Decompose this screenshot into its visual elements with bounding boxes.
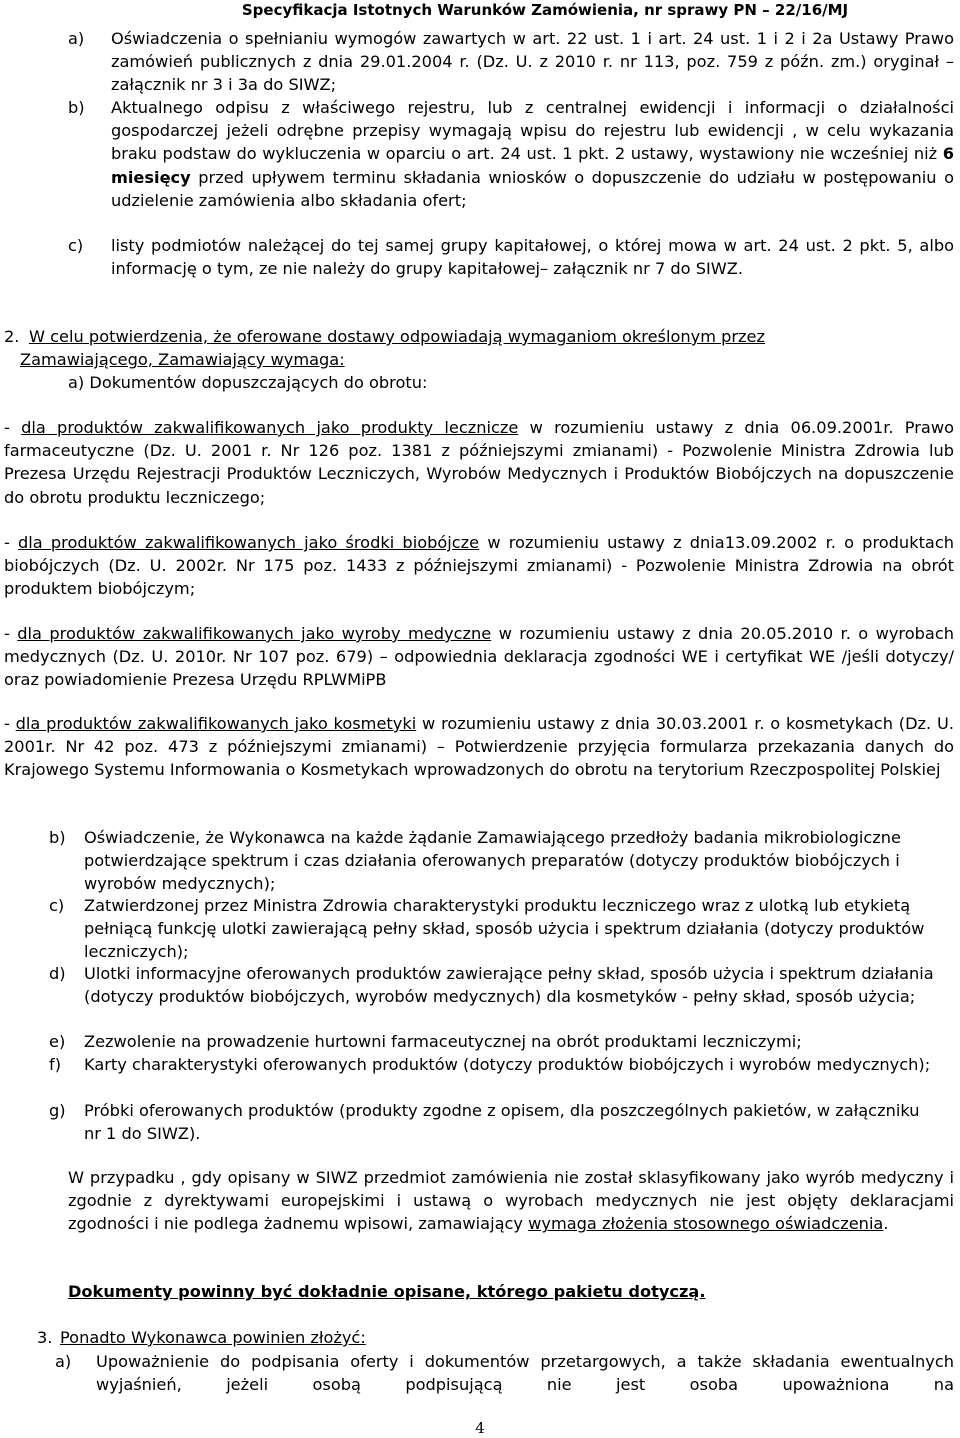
header-title: Specyfikacja Istotnych Warunków Zamówienia, nr sprawy PN – 22/16/MJ bbox=[241, 1, 849, 19]
document-item-link: dla produktów zakwalifikowanych jako produkty lecznicze bbox=[21, 418, 519, 437]
list-item-d-marker: d) bbox=[49, 964, 66, 983]
item-a-marker: a) bbox=[68, 29, 85, 48]
section-2-heading-line2: Zamawiającego, Zamawiający wymaga: bbox=[20, 350, 345, 369]
item-b-marker: b) bbox=[68, 98, 85, 117]
section-3-heading: Ponadto Wykonawca powinien złożyć: bbox=[60, 1328, 366, 1347]
statement-link: wymaga złożenia stosownego oświadczenia bbox=[528, 1214, 884, 1234]
item-b-bold-period: 6 miesięcy bbox=[111, 144, 954, 187]
item-b-text bbox=[111, 96, 954, 212]
list-item-g-marker: g) bbox=[49, 1101, 66, 1120]
item-b-text-part1: Aktualnego odpisu z właściwego rejestru, lub z centralnej ewidencji i informacji o działalności gospodarczej jeżeli odrębne przepisy wymagają wpisu do rejestru lub ewidencji , w celu wykazania braku podstaw do wykluczenia w oparciu o art. 24 ust. 1 pkt. 2 ustawy, wystawiony nie wcześniej niż bbox=[111, 98, 954, 164]
document-item-medicinal: - dla produktów zakwalifikowanych jako produkty lecznicze w rozumieniu ustawy z dnia 06.09.2001r. Prawo farmaceutyczne (Dz. U. 2001 r. Nr 126 poz. 1381 z późniejszymi zmianami) - Pozwolenie Ministra Zdrowia lub Prezesa Urzędu Rejestracji Produktów Leczniczych, Wyrobów Medycznych i Produktów Biobójczych na dopuszczenie do obrotu produktu leczniczego; bbox=[4, 418, 954, 507]
section-2-number: 2. bbox=[4, 327, 20, 346]
section-3-a-text: Upoważnienie do podpisania oferty i dokumentów przetargowych, a także składania ewentualnych wyjaśnień, jeżeli osobą podpisującą nie jest osoba upoważniona na bbox=[96, 1352, 954, 1395]
list-item-c-marker: c) bbox=[49, 896, 65, 915]
classification-paragraph: W przypadku , gdy opisany w SIWZ przedmiot zamówienia nie został sklasyfikowany jako wyrób medyczny i zgodnie z dyrektywami europejskimi i ustawą o wyrobach medycznych nie jest objęty deklaracjami zgodności i nie podlega żadnemu wpisowi, zamawiający wymaga złożenia stosownego oświadczenia. bbox=[68, 1168, 954, 1234]
list-item-f-marker: f) bbox=[49, 1055, 62, 1074]
list-item-e-marker: e) bbox=[49, 1032, 66, 1051]
document-item-link: dla produktów zakwalifikowanych jako środki biobójcze bbox=[18, 533, 480, 552]
section-2-heading-line1: W celu potwierdzenia, że oferowane dostawy odpowiadają wymaganiom określonym przez bbox=[29, 327, 765, 346]
page-header bbox=[0, 0, 960, 20]
list-item-e-text: Zezwolenie na prowadzenie hurtowni farmaceutycznej na obrót produktami leczniczymi; bbox=[84, 1032, 802, 1051]
item-c-marker: c) bbox=[68, 236, 84, 255]
list-item-b-text: Oświadczenie, że Wykonawca na każde żądanie Zamawiającego przedłoży badania mikrobiologiczne potwierdzające spektrum i czas działania oferowanych preparatów (dotyczy produktów biobójczych i wyrobów medycznych); bbox=[84, 828, 902, 894]
page-number: 4 bbox=[475, 1419, 485, 1437]
list-item-g-text: Próbki oferowanych produktów (produkty zgodne z opisem, dla poszczególnych pakietów, w załączniku nr 1 do SIWZ). bbox=[84, 1101, 920, 1144]
document-item-medical-devices: - dla produktów zakwalifikowanych jako wyroby medyczne w rozumieniu ustawy z dnia 20.05.2010 r. o wyrobach medycznych (Dz. U. 2010r. Nr 107 poz. 679) – odpowiednia deklaracja zgodności WE i certyfikat WE /jeśli dotyczy/ oraz powiadomienie Prezesa Urzędu RPLWMiPB bbox=[4, 624, 954, 690]
item-c-text: listy podmiotów należącej do tej samej grupy kapitałowej, o której mowa w art. 24 ust. 2 pkt. 5, albo informację o tym, ze nie należy do grupy kapitałowej– załącznik nr 7 do SIWZ. bbox=[111, 236, 954, 279]
list-item-c-text: Zatwierdzonej przez Ministra Zdrowia charakterystyki produktu leczniczego wraz z ulotką lub etykietą pełniącą funkcję ulotki zawierającą pełny skład, sposób użycia i spektrum działania (dotyczy produktów leczniczych); bbox=[84, 896, 925, 962]
document-item-biocidal: - dla produktów zakwalifikowanych jako środki biobójcze w rozumieniu ustawy z dnia13.09.2002 r. o produktach biobójczych (Dz. U. 2002r. Nr 175 poz. 1433 z późniejszymi zmianami) - Pozwolenie Ministra Zdrowia na obrót produktem biobójczym; bbox=[4, 533, 954, 599]
list-item-d-text: Ulotki informacyjne oferowanych produktów zawierające pełny skład, sposób użycia i spektrum działania (dotyczy produktów biobójczych, wyrobów medycznych) dla kosmetyków - pełny skład, sposób użycia; bbox=[84, 964, 934, 1007]
section-3-number-label: 3. bbox=[37, 1328, 53, 1347]
list-item-f-text: Karty charakterystyki oferowanych produktów (dotyczy produktów biobójczych i wyrobów medycznych); bbox=[84, 1055, 931, 1074]
list-item-b-marker: b) bbox=[49, 828, 66, 847]
document-item-link: dla produktów zakwalifikowanych jako kosmetyki bbox=[15, 714, 417, 733]
item-a-text: Oświadczenia o spełnianiu wymogów zawartych w art. 22 ust. 1 i art. 24 ust. 1 i 2 i 2a Ustawy Prawo zamówień publicznych z dnia 29.01.2004 r. (Dz. U. z 2010 r. nr 113, poz. 759 z późn. zm.) oryginał – załącznik nr 3 i 3a do SIWZ; bbox=[111, 29, 954, 95]
documents-note: Dokumenty powinny być dokładnie opisane, którego pakietu dotyczą. bbox=[68, 1282, 706, 1301]
section-3-a-marker: a) bbox=[55, 1352, 72, 1371]
document-item-cosmetics: - dla produktów zakwalifikowanych jako kosmetyki w rozumieniu ustawy z dnia 30.03.2001 r. o kosmetykach (Dz. U. 2001r. Nr 42 poz. 473 z późniejszymi zmianami) – Potwierdzenie przyjęcia formularza przekazania danych do Krajowego Systemu Informowania o Kosmetykach wprowadzonych do obrotu na terytorium Rzeczpospolitej Polskiej bbox=[4, 714, 954, 780]
item-b-text-part2: przed upływem terminu składania wniosków o dopuszczenie do udziału w postępowaniu o udzielenie zamówienia albo składania ofert; bbox=[111, 167, 954, 210]
section-2-sub-a: a) Dokumentów dopuszczających do obrotu: bbox=[68, 373, 428, 392]
document-item-link: dla produktów zakwalifikowanych jako wyroby medyczne bbox=[17, 624, 492, 643]
